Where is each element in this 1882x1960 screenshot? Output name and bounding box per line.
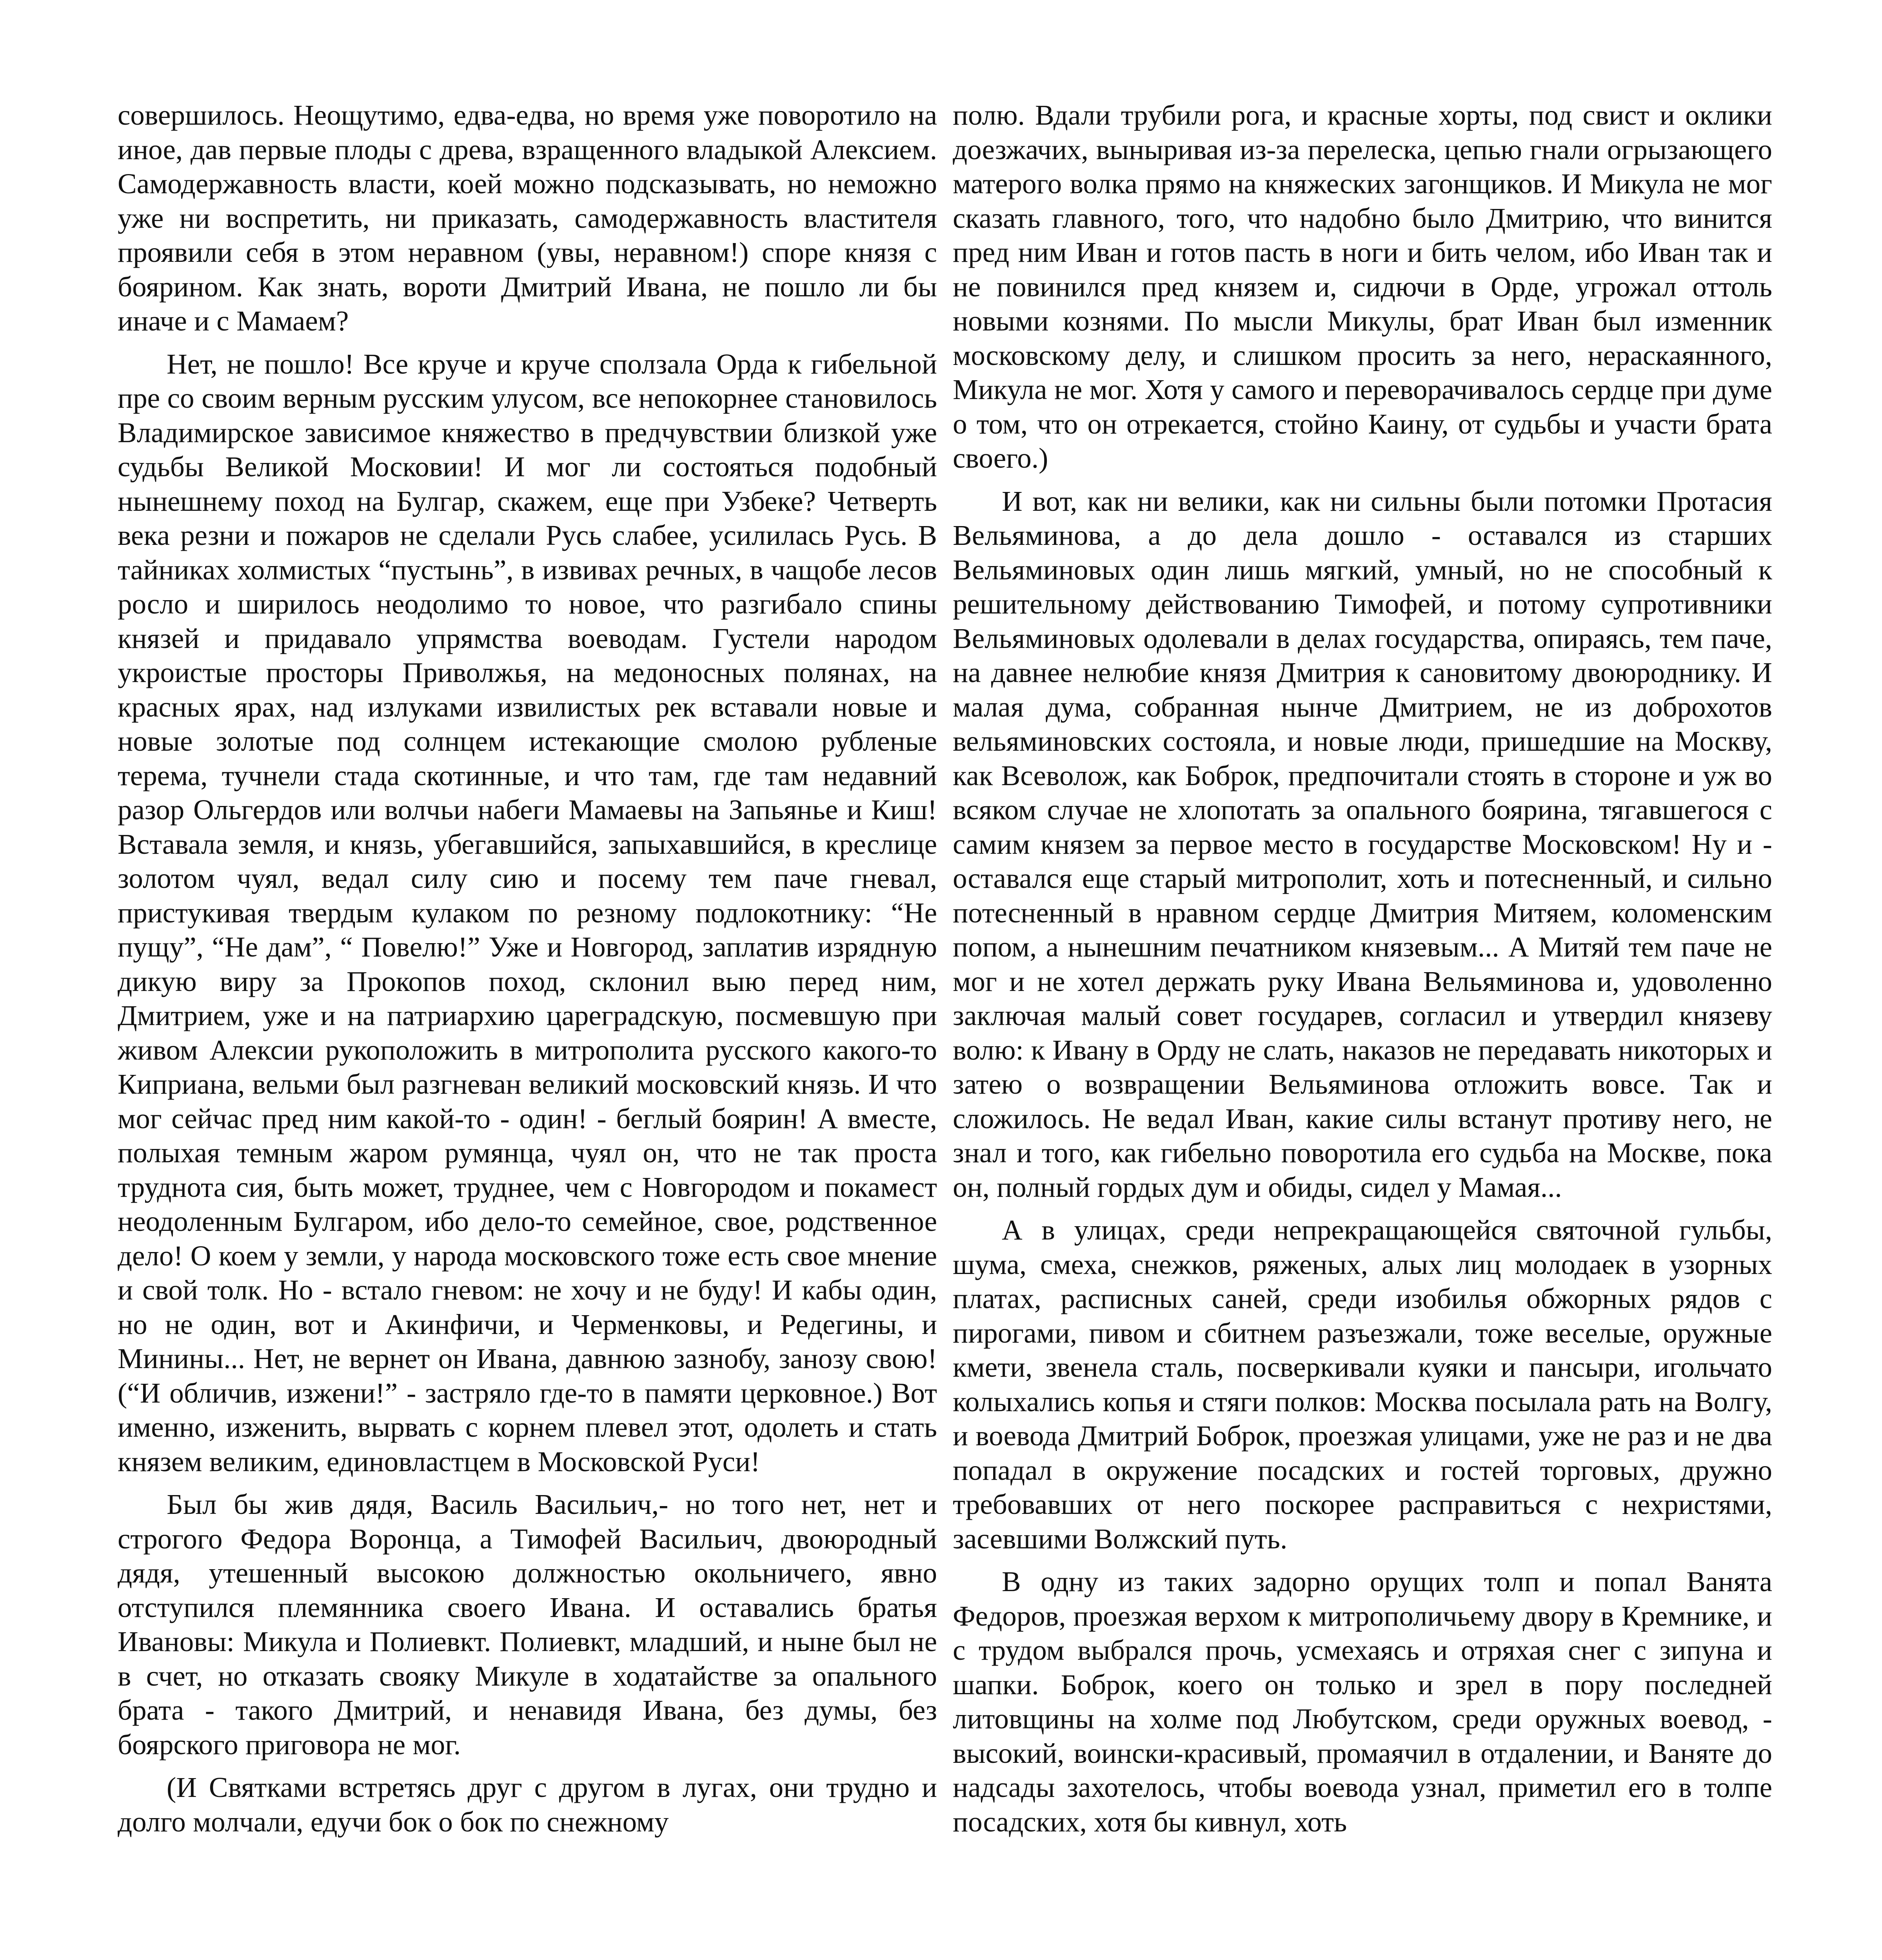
paragraph: А в улицах, среди непрекращающейся святочной гульбы, шума, смеха, снежков, ряженых, алых лиц молодаек в узорных платах, расписных саней, среди изобилья обжорных рядов с пирогами, пивом и сбитнем разъезжали, тоже веселые, оружные кмети, звенела сталь, посверкивали куяки и пансыри, игольчато колыхались копья и стяги полков: Москва посылала рать на Волгу, и воевода Дмитрий Боброк, проезжая улицами, уже не раз и не два попадал в окружение посадских и гостей торговых, дружно требовавших от него поскорее расправиться с нехристями, засевшими Волжский путь. xyxy=(953,1214,1772,1555)
text-column-right xyxy=(953,98,1772,1960)
paragraph: (И Святками встретясь друг с другом в лугах, они трудно и долго молчали, едучи бок о бок по снежному xyxy=(118,1771,937,1838)
paragraph: полю. Вдали трубили рога, и красные хорты, под свист и оклики доезжачих, выныривая из-за перелеска, цепью гнали огрызающего матерого волка прямо на княжеских загонщиков. И Микула не мог сказать главного, того, что надобно было Дмитрию, что винится пред ним Иван и готов пасть в ноги и бить челом, ибо Иван так и не повинился пред князем и, сидючи в Орде, угрожал оттоль новыми кознями. По мысли Микулы, брат Иван был изменник московскому делу, и слишком просить за него, нераскаянного, Микула не мог. Хотя у самого и переворачивалось сердце при думе о том, что он отрекается, стойно Каину, от судьбы и участи брата своего.) xyxy=(953,99,1772,474)
paragraph: В одну из таких задорно орущих толп и попал Ванята Федоров, проезжая верхом к митрополичьему двору в Кремнике, и с трудом выбрался прочь, усмехаясь и отряхая снег с зипуна и шапки. Боброк, коего он только и зрел в пору последней литовщины на холме под Любутском, среди оружных воевод, - высокий, воински-красивый, промаячил в отдалении, и Ваняте до надсады захотелось, чтобы воевода узнал, приметил его в толпе посадских, хотя бы кивнул, хоть xyxy=(953,1566,1772,1838)
paragraph: Нет, не пошло! Все круче и круче сползала Орда к гибельной пре со своим верным русским улусом, все непокорнее становилось Владимирское зависимое княжество в предчувствии близкой уже судьбы Великой Московии! И мог ли состояться подобный нынешнему поход на Булгар, скажем, еще при Узбеке? Четверть века резни и пожаров не сделали Русь слабее, усилилась Русь. В тайниках холмистых “пустынь”, в извивах речных, в чащобе лесов росло и ширилось неодолимо то новое, что разгибало спины князей и придавало упрямства воеводам. Густели народом укроистые просторы Приволжья, на медоносных полянах, на красных ярах, над излуками извилистых рек вставали новые и новые золотые под солнцем истекающие смолою рубленые терема, тучнели стада скотинные, и что там, где там недавний разор Ольгердов или волчьи набеги Мамаевы на Запьянье и Киш! Вставала земля, и князь, убегавшийся, запыхавшийся, в креслице золотом чуял, ведал силу сию и посему тем паче гневал, пристукивая твердым кулаком по резному подлокотнику: “Не пущу”, “Не дам”, “ Повелю!” Уже и Новгород, заплатив изрядную дикую виру за Прокопов поход, склонил выю перед ним, Дмитрием, уже и на патриархию цареградскую, посмевшую при живом Алексии рукоположить в митрополита русского какого-то Киприана, вельми был разгневан великий московский князь. И что мог сейчас пред ним какой-то - один! - беглый боярин! А вместе, полыхая темным жаром румянца, чуял он, что не так проста труднота сия, быть может, труднее, чем с Новгородом и покамест неодоленным Булгаром, ибо дело-то семейное, свое, родственное дело! О коем у земли, у народа московского тоже есть свое мнение и свой толк. Но - встало гневом: не хочу и не буду! И кабы один, но не один, вот и Акинфичи, и Черменковы, и Редегины, и Минины... Нет, не вернет он Ивана, давнюю зазнобу, занозу свою! (“И обличив, изжени!” - застряло где-то в памяти церковное.) Вот именно, изженить, вырвать с корнем плевел этот, одолеть и стать князем великим, единовластцем в Московской Руси! xyxy=(118,348,937,1477)
paragraph: совершилось. Неощутимо, едва-едва, но время уже поворотило на иное, дав первые плоды с древа, взращенного владыкой Алексием. Самодержавность власти, коей можно подсказывать, но неможно уже ни воспретить, ни приказать, самодержавность властителя проявили себя в этом неравном (увы, неравном!) споре князя с боярином. Как знать, вороти Дмитрий Ивана, не пошло ли бы иначе и с Мамаем? xyxy=(118,99,937,337)
text-column-left xyxy=(118,98,937,1960)
paragraph: И вот, как ни велики, как ни сильны были потомки Протасия Вельяминова, а до дела дошло - оставался из старших Вельяминовых один лишь мягкий, умный, но не способный к решительному действованию Тимофей, и потому супротивники Вельяминовых одолевали в делах государства, опираясь, тем паче, на давнее нелюбие князя Дмитрия к сановитому двоюроднику. И малая дума, собранная нынче Дмитрием, не из доброхотов вельяминовских состояла, и новые люди, пришедшие на Москву, как Всеволож, как Боброк, предпочитали стоять в стороне и уж во всяком случае не хлопотать за опального боярина, тягавшегося с самим князем за первое место в государстве Московском! Ну и - оставался еще старый митрополит, хоть и потесненный, и сильно потесненный в нравном сердце Дмитрия Митяем, коломенским попом, а нынешним печатником князевым... А Митяй тем паче не мог и не хотел держать руку Ивана Вельяминова и, удоволенно заключая малый совет государев, согласил и утвердил князеву волю: к Ивану в Орду не слать, наказов не передавать никоторых и затею о возвращении Вельяминова отложить вовсе. Так и сложилось. Не ведал Иван, какие силы встанут противу него, не знал и того, как гибельно поворотила его судьба на Москве, пока он, полный гордых дум и обиды, сидел у Мамая... xyxy=(953,485,1772,1203)
paragraph: Был бы жив дядя, Василь Васильич,- но того нет, нет и строгого Федора Воронца, а Тимофей Васильич, двоюродный дядя, утешенный высокою должностью окольничего, явно отступился племянника своего Ивана. И оставались братья Ивановы: Микула и Полиевкт. Полиевкт, младший, и ныне был не в счет, но отказать свояку Микуле в ходатайстве за опального брата - такого Дмитрий, и ненавидя Ивана, без думы, без боярского приговора не мог. xyxy=(118,1488,937,1760)
